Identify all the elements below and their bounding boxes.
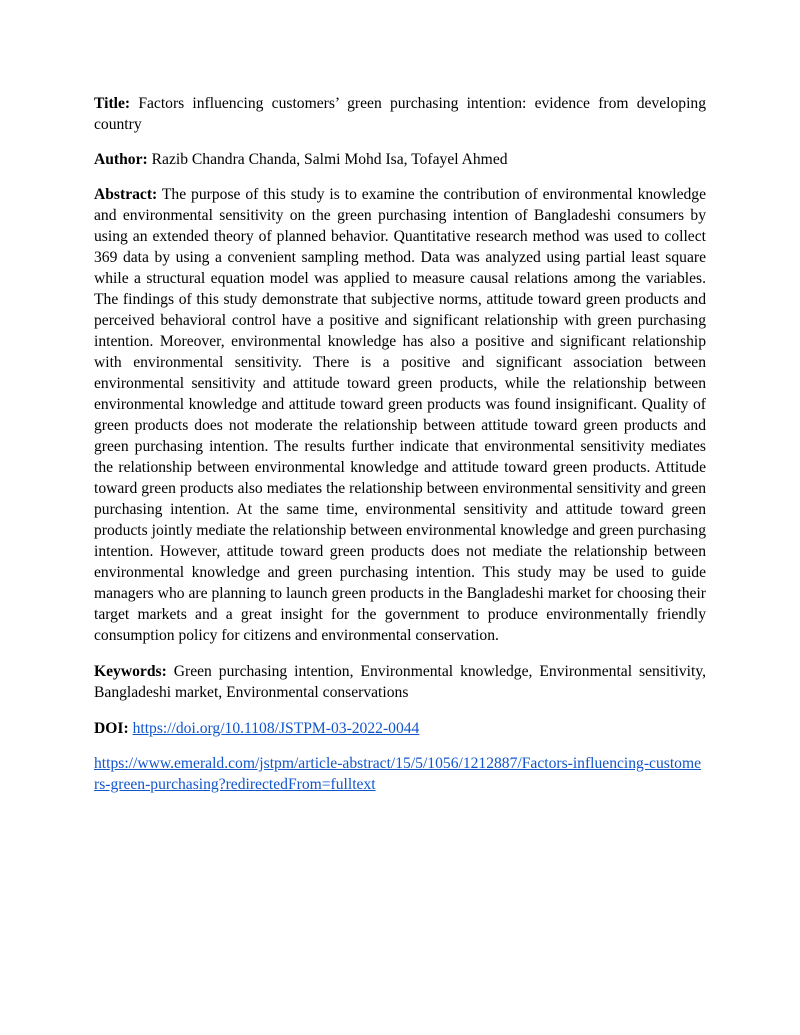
keywords-label: Keywords:	[94, 663, 167, 680]
author-names: Razib Chandra Chanda, Salmi Mohd Isa, Tofayel Ahmed	[151, 151, 508, 168]
abstract-label: Abstract:	[94, 186, 158, 203]
article-url-link[interactable]: https://www.emerald.com/jstpm/article-abstract/15/5/1056/1212887/Factors-influencing-customers-green-purchasing?redirectedFrom=fulltext	[94, 755, 702, 793]
author-paragraph	[94, 149, 706, 170]
abstract-paragraph	[94, 184, 706, 646]
doi-label: DOI:	[94, 720, 129, 737]
keywords-text: Green purchasing intention, Environmental knowledge, Environmental sensitivity, Bangladeshi market, Environmental conservations	[94, 663, 706, 701]
doi-paragraph	[94, 718, 706, 739]
document-page	[94, 93, 706, 795]
article-url-paragraph	[94, 753, 706, 795]
keywords-paragraph	[94, 661, 706, 703]
abstract-text: The purpose of this study is to examine the contribution of environmental knowledge and environmental sensitivity on the green purchasing intention of Bangladeshi consumers by using an extended theory of planned behavior. Quantitative research method was used to collect 369 data by using a convenient sampling method. Data was analyzed using partial least square while a structural equation model was applied to measure causal relations among the variables. The findings of this study demonstrate that subjective norms, attitude toward green products and perceived behavioral control have a positive and significant relationship with green purchasing intention. Moreover, environmental knowledge has also a positive and significant relationship with environmental sensitivity. There is a positive and significant association between environmental sensitivity and attitude toward green products, while the relationship between environmental knowledge and attitude toward green products was found insignificant. Quality of green products does not moderate the relationship between attitude toward green products and green purchasing intention. The results further indicate that environmental sensitivity mediates the relationship between environmental knowledge and attitude toward green products. Attitude toward green products also mediates the relationship between environmental sensitivity and green purchasing intention. At the same time, environmental sensitivity and attitude toward green products jointly mediate the relationship between environmental knowledge and green purchasing intention. However, attitude toward green products does not mediate the relationship between environmental knowledge and green purchasing intention. This study may be used to guide managers who are planning to launch green products in the Bangladeshi market for choosing their target markets and a great insight for the government to produce environmentally friendly consumption policy for citizens and environmental conservation.	[94, 186, 707, 644]
title-paragraph	[94, 93, 706, 135]
author-label: Author:	[94, 151, 148, 168]
title-label: Title:	[94, 95, 131, 112]
doi-link[interactable]: https://doi.org/10.1108/JSTPM-03-2022-0044	[132, 720, 420, 737]
paper-title: Factors influencing customers’ green purchasing intention: evidence from developing country	[94, 95, 707, 133]
